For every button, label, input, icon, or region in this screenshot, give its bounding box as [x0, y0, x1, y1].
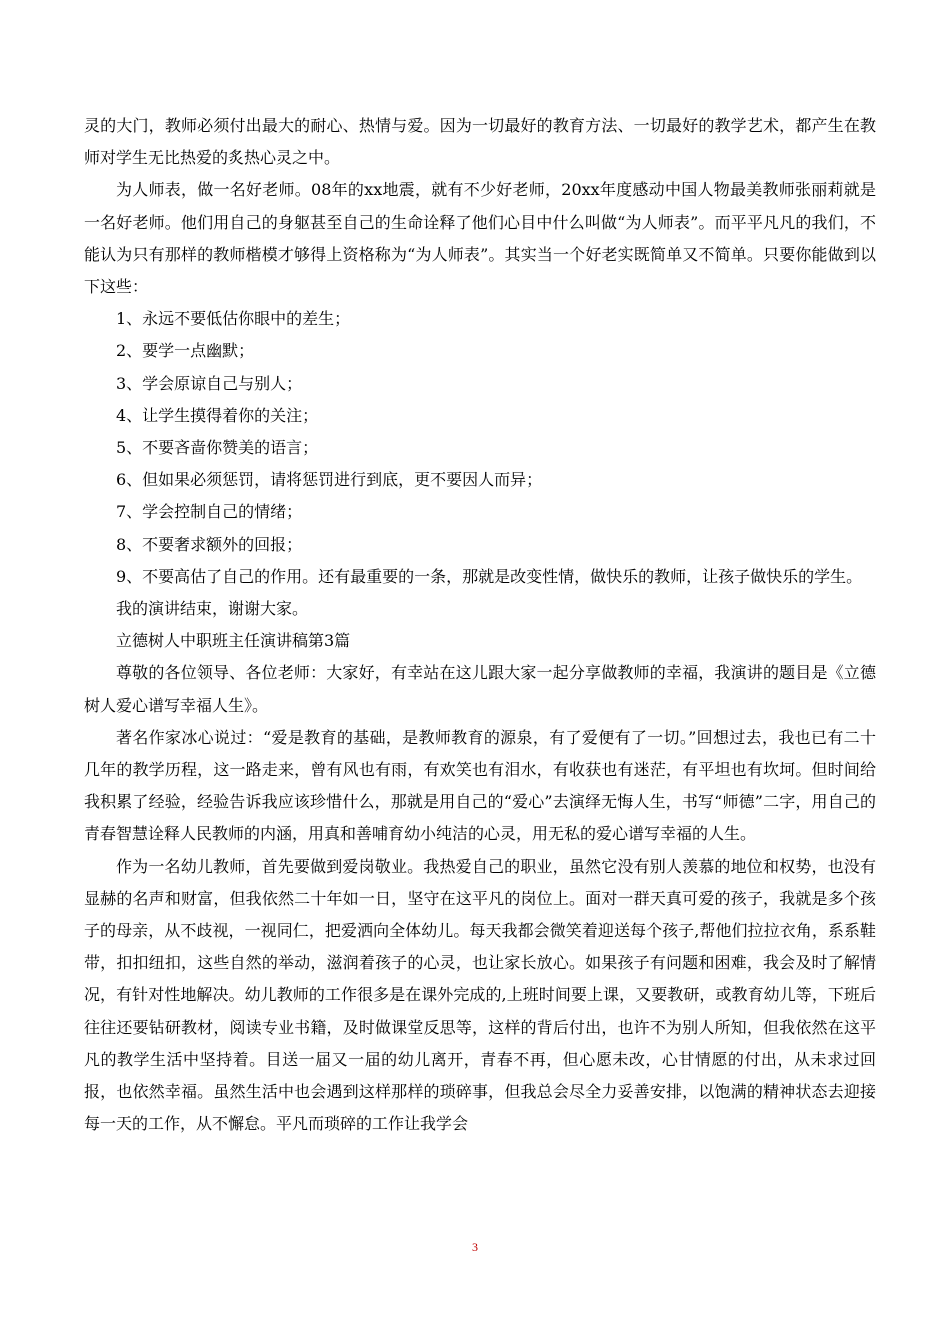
paragraph: 为人师表，做一名好老师。08年的xx地震，就有不少好老师，20xx年度感动中国人物最美教师张丽莉就是一名好老师。他们用自己的身躯甚至自己的生命诠释了他们心目中什么叫做“为人师表”。而平平凡凡的我们，不能认为只有那样的教师楷模才够得上资格称为“为人师表”。其实当一个好老实既简单又不简单。只要你能做到以下这些：: [84, 180, 876, 297]
list-item: 6、但如果必须惩罚，请将惩罚进行到底，更不要因人而异；: [116, 470, 543, 490]
paragraph: 著名作家冰心说过：“爱是教育的基础，是教师教育的源泉，有了爱便有了一切。”回想过去，我也已有二十几年的教学历程，这一路走来，曾有风也有雨，有欢笑也有泪水，有收获也有迷茫，有平坦也有坎坷。但时间给我积累了经验，经验告诉我应该珍惜什么，那就是用自己的“爱心”去演绎无悔人生，书写“师德”二字，用自己的青春智慧诠释人民教师的内涵，用真和善哺育幼小纯洁的心灵，用无私的爱心谱写幸福的人生。: [84, 727, 876, 844]
list-item: 8、不要奢求额外的回报；: [116, 534, 303, 554]
paragraph: 灵的大门，教师必须付出最大的耐心、热情与爱。因为一切最好的教育方法、一切最好的教学艺术，都产生在教师对学生无比热爱的炙热心灵之中。: [84, 116, 876, 168]
list-item: 3、学会原谅自己与别人；: [116, 373, 303, 393]
list-item: 7、学会控制自己的情绪；: [116, 502, 303, 522]
list-item: 1、永远不要低估你眼中的差生；: [116, 309, 351, 329]
page-number: 3: [472, 1240, 478, 1254]
list-item: 5、不要吝啬你赞美的语言；: [116, 438, 319, 458]
list-item: 2、要学一点幽默；: [116, 341, 255, 361]
list-item: 9、不要高估了自己的作用。还有最重要的一条，那就是改变性情，做快乐的教师，让孩子做快乐的学生。: [116, 566, 863, 586]
paragraph: 作为一名幼儿教师，首先要做到爱岗敬业。我热爱自己的职业，虽然它没有别人羡慕的地位和权势，也没有显赫的名声和财富，但我依然二十年如一日，坚守在这平凡的岗位上。面对一群天真可爱的孩子，我就是多个孩子的母亲，从不歧视，一视同仁，把爱洒向全体幼儿。每天我都会微笑着迎送每个孩子,帮他们拉拉衣角，系系鞋带，扣扣纽扣，这些自然的举动，滋润着孩子的心灵，也让家长放心。如果孩子有问题和困难，我会及时了解情况，有针对性地解决。幼儿教师的工作很多是在课外完成的,上班时间要上课，又要教研，或教育幼儿等，下班后往往还要钻研教材，阅读专业书籍，及时做课堂反思等，这样的背后付出，也许不为别人所知，但我依然在这平凡的教学生活中坚持着。目送一届又一届的幼儿离开，青春不再，但心愿未改，心甘情愿的付出，从未求过回报，也依然幸福。虽然生活中也会遇到这样那样的琐碎事，但我总会尽全力妥善安排，以饱满的精神状态去迎接每一天的工作，从不懈怠。平凡而琐碎的工作让我学会: [84, 856, 876, 1134]
list-item: 4、让学生摸得着你的关注；: [116, 405, 319, 425]
document-body: [84, 110, 876, 1141]
section-heading: 立德树人中职班主任演讲稿第3篇: [116, 631, 351, 651]
paragraph: 尊敬的各位领导、各位老师：大家好，有幸站在这儿跟大家一起分享做教师的幸福，我演讲的题目是《立德树人爱心谱写幸福人生》。: [84, 663, 876, 715]
paragraph: 我的演讲结束，谢谢大家。: [116, 599, 309, 619]
